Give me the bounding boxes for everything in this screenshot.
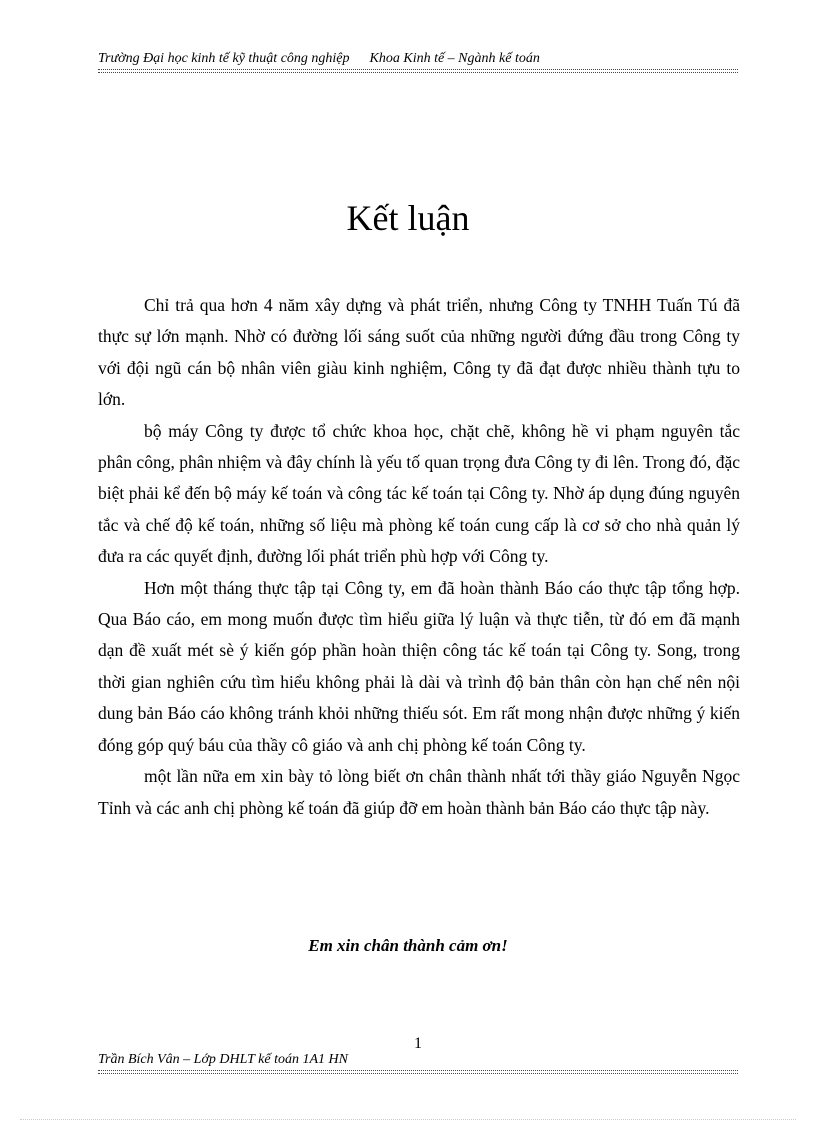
header-rule-top — [98, 69, 738, 70]
document-body — [98, 290, 740, 824]
footer-rule-bottom — [98, 1073, 738, 1074]
closing-thanks: Em xin chân thành cảm ơn! — [308, 936, 508, 955]
header-department: Khoa Kinh tế – Ngành kế toán — [369, 51, 540, 66]
page-footer: Trần Bích Vân – Lớp DHLT kế toán 1A1 HN — [98, 1052, 349, 1067]
paragraph-3: Hơn một tháng thực tập tại Công ty, em đã hoàn thành Báo cáo thực tập tổng hợp. Qua Báo cáo, em mong muốn được tìm hiểu giữa lý luận và thực tiễn, từ đó em đã mạnh dạn đề xuất mét sè ý kiến góp phần hoàn thiện công tác kế toán tại Công ty. Song, trong thời gian nghiên cứu tìm hiểu không phải là dài và trình độ bản thân còn hạn chế nên nội dung bản Báo cáo không tránh khỏi những thiếu sót. Em rất mong nhận được những ý kiến đóng góp quý báu của thầy cô giáo và anh chị phòng kế toán Công ty. — [98, 577, 740, 755]
page-number: 1 — [414, 1035, 422, 1052]
document-title: Kết luận — [346, 198, 470, 238]
page-bottom-edge — [20, 1119, 796, 1120]
page-header — [98, 50, 738, 68]
paragraph-2: bộ máy Công ty được tổ chức khoa học, chặt chẽ, không hề vi phạm nguyên tắc phân công, phân nhiệm và đây chính là yếu tố quan trọng đưa Công ty đi lên. Trong đó, đặc biệt phải kể đến bộ máy kế toán và công tác kế toán tại Công ty. Nhờ áp dụng đúng nguyên tắc và chế độ kế toán, những số liệu mà phòng kế toán cung cấp là cơ sở cho nhà quản lý đưa ra các quyết định, đường lối phát triển phù hợp với Công ty. — [98, 420, 740, 567]
paragraph-1: Chỉ trả qua hơn 4 năm xây dựng và phát triển, nhưng Công ty TNHH Tuấn Tú đã thực sự lớn mạnh. Nhờ có đường lối sáng suốt của những người đứng đầu trong Công ty với đội ngũ cán bộ nhân viên giàu kinh nghiệm, Công ty đã đạt được nhiều thành tựu to lớn. — [98, 295, 740, 410]
header-rule-bottom — [98, 72, 738, 73]
paragraph-4: một lần nữa em xin bày tỏ lòng biết ơn chân thành nhất tới thầy giáo Nguyễn Ngọc Tỉnh và các anh chị phòng kế toán đã giúp đỡ em hoàn thành bản Báo cáo thực tập này. — [98, 766, 740, 818]
header-school: Trường Đại học kinh tế kỹ thuật công nghiệp — [98, 51, 350, 66]
footer-rule-top — [98, 1070, 738, 1071]
